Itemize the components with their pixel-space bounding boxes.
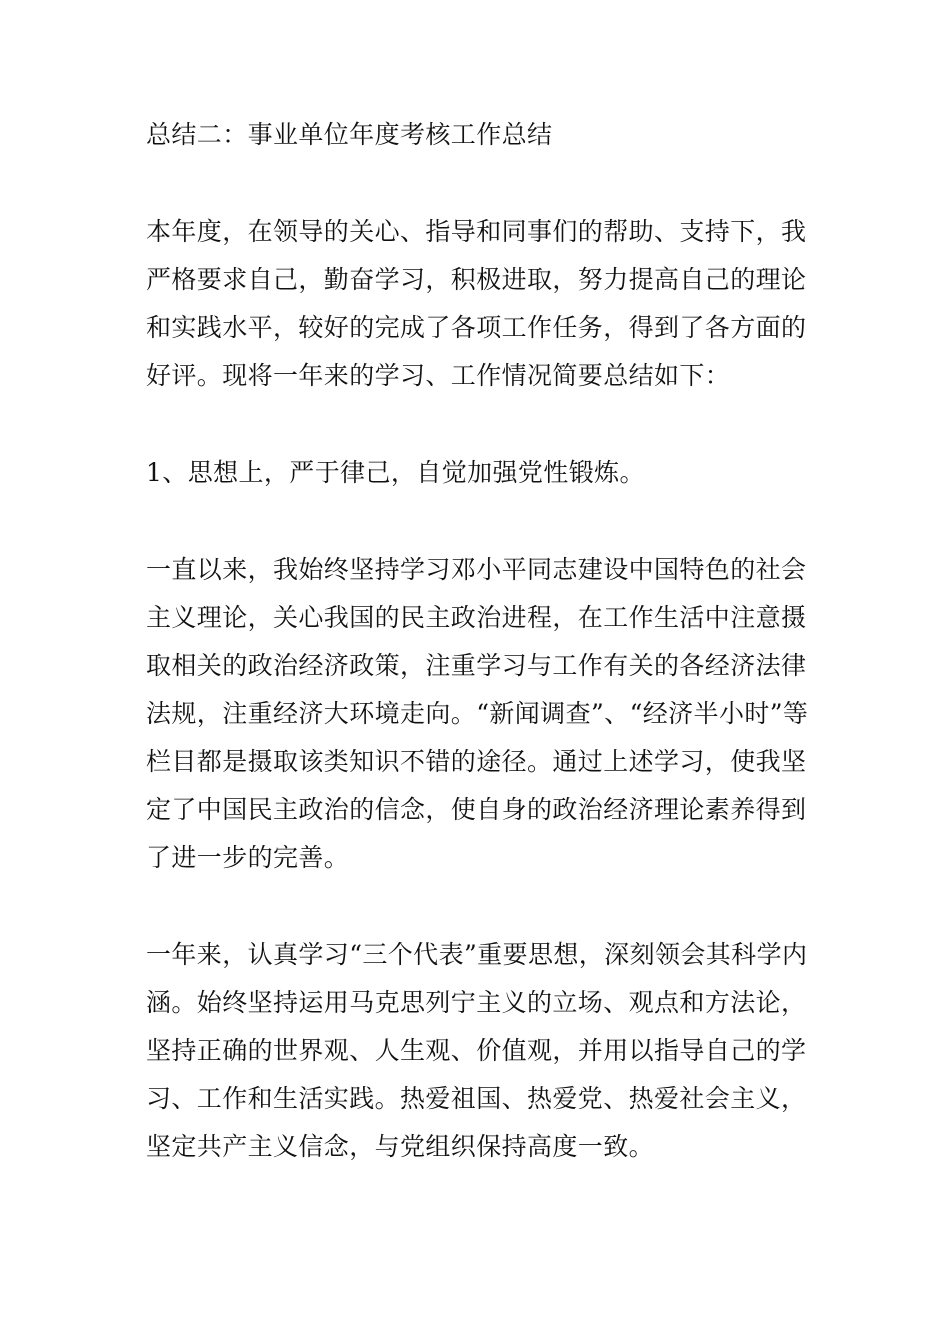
paragraph-three-represents: 一年来，认真学习“三个代表”重要思想，深刻领会其科学内涵。始终坚持运用马克思列宁主义的立场、观点和方法论，坚持正确的世界观、人生观、价值观，并用以指导自己的学习、工作和生活实践。热爱祖国、热爱党、热爱社会主义，坚定共产主义信念，与党组织保持高度一致。 — [146, 940, 808, 1161]
document-body — [146, 111, 818, 1171]
paragraph-intro: 本年度，在领导的关心、指导和同事们的帮助、支持下，我严格要求自己，勤奋学习，积极进取，努力提高自己的理论和实践水平，较好的完成了各项工作任务，得到了各方面的好评。现将一年来的学习、工作情况简要总结如下： — [146, 217, 807, 390]
paragraph-section-1-heading: 1、思想上，严于律己，自觉加强党性锻炼。 — [146, 458, 645, 487]
paragraph-theory-study: 一直以来，我始终坚持学习邓小平同志建设中国特色的社会主义理论，关心我国的民主政治进程，在工作生活中注意摄取相关的政治经济政策，注重学习与工作有关的各经济法律法规，注重经济大环境走向。“新闻调查”、“经济半小时”等栏目都是摄取该类知识不错的途径。通过上述学习，使我坚定了中国民主政治的信念，使自身的政治经济理论素养得到了进一步的完善。 — [146, 555, 809, 872]
document-title: 总结二：事业单位年度考核工作总结 — [146, 120, 553, 149]
